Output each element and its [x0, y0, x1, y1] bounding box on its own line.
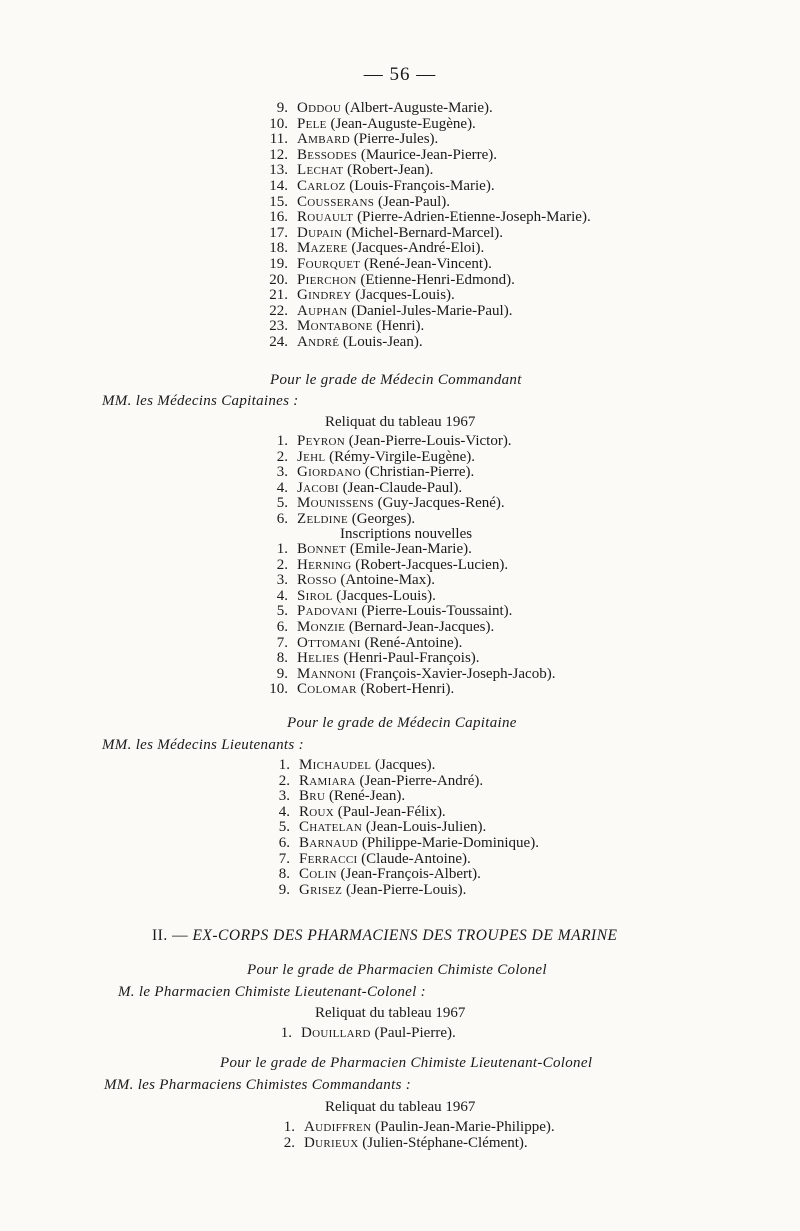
item-number: 10. — [269, 681, 288, 698]
item-surname: Mounissens — [297, 495, 374, 512]
item-number: 17. — [269, 224, 288, 241]
item-given-names: (Maurice-Jean-Pierre). — [360, 146, 498, 163]
item-surname: Colomar — [297, 681, 357, 698]
item-surname: Peyron — [297, 433, 346, 449]
list-item — [269, 115, 591, 133]
item-number: 9. — [276, 100, 288, 116]
item-given-names: (Jean-Pierre-André). — [359, 772, 484, 789]
list-item — [276, 541, 555, 558]
list-item — [269, 162, 591, 179]
list-item — [269, 318, 591, 335]
item-number: 9. — [278, 881, 290, 898]
reliquat-label-ltcol: Reliquat du tableau 1967 — [325, 1099, 476, 1115]
item-number: 10. — [269, 115, 288, 132]
item-surname: Montabone — [297, 318, 373, 335]
list-item — [278, 866, 539, 883]
list-item — [269, 193, 591, 211]
item-number: 2. — [283, 1134, 295, 1151]
item-given-names: (Louis-Jean). — [343, 333, 423, 350]
list-item — [269, 131, 591, 148]
item-surname: Colin — [299, 866, 337, 883]
item-surname: Fourquet — [297, 255, 361, 272]
pharmacien-colonel-list — [280, 1025, 456, 1042]
item-number: 12. — [269, 146, 288, 163]
grade-heading-medecin-commandant: Pour le grade de Médecin Commandant — [270, 372, 522, 388]
item-given-names: (Guy-Jacques-René). — [377, 495, 505, 512]
page-number: — 56 — — [363, 64, 437, 85]
item-number: 11. — [269, 131, 288, 148]
item-surname: Audiffren — [304, 1119, 372, 1135]
item-given-names: (Jean-Paul). — [377, 193, 451, 210]
item-given-names: (Paul-Jean-Félix). — [337, 803, 446, 820]
list-item — [269, 240, 591, 257]
list-item — [269, 271, 591, 289]
item-given-names: (Emile-Jean-Marie). — [349, 541, 472, 557]
item-given-names: (Jean-François-Albert). — [340, 866, 481, 883]
item-number: 8. — [276, 650, 288, 667]
candidates-pharmaciens-commandants: MM. les Pharmaciens Chimistes Commandants : — [104, 1077, 412, 1093]
pharmacien-lt-colonel-list — [283, 1119, 555, 1151]
item-number: 21. — [269, 287, 288, 304]
item-given-names: (Etienne-Henri-Edmond). — [360, 271, 515, 288]
item-given-names: (Bernard-Jean-Jacques). — [348, 618, 495, 635]
item-surname: Bessodes — [297, 146, 358, 163]
list-item — [269, 209, 591, 226]
item-number: 4. — [276, 479, 288, 496]
list-item — [276, 433, 512, 450]
reliquat-label: Reliquat du tableau 1967 — [325, 414, 476, 430]
item-number: 4. — [278, 803, 290, 820]
item-number: 3. — [278, 788, 290, 805]
item-surname: Carloz — [297, 177, 346, 194]
item-number: 2. — [276, 556, 288, 573]
list-item — [283, 1134, 555, 1152]
list-item — [269, 333, 591, 351]
list-item — [283, 1119, 555, 1136]
item-number: 2. — [278, 772, 290, 789]
item-number: 5. — [276, 603, 288, 620]
item-surname: André — [297, 333, 340, 350]
grade-heading-pharmacien-lt-colonel: Pour le grade de Pharmacien Chimiste Lieutenant-Colonel — [220, 1055, 593, 1071]
list-item — [278, 772, 539, 790]
item-given-names: (René-Jean-Vincent). — [364, 255, 492, 272]
item-given-names: (Jacques). — [375, 757, 436, 773]
item-surname: Rosso — [297, 572, 337, 589]
item-given-names: (Robert-Jacques-Lucien). — [355, 556, 509, 573]
item-given-names: (Paulin-Jean-Marie-Philippe). — [375, 1119, 555, 1135]
promotion-list-continued — [269, 100, 591, 351]
item-given-names: (Jean-Claude-Paul). — [342, 479, 463, 496]
item-surname: Roux — [299, 803, 335, 820]
item-surname: Mannoni — [297, 665, 356, 682]
item-given-names: (Jean-Pierre-Louis-Victor). — [348, 433, 512, 449]
item-given-names: (Jacques-Louis). — [336, 587, 436, 604]
item-given-names: (Jean-Auguste-Eugène). — [330, 115, 476, 132]
item-number: 9. — [276, 665, 288, 682]
item-number: 7. — [278, 850, 290, 867]
item-given-names: (Georges). — [351, 510, 416, 527]
item-given-names: (Pierre-Jules). — [353, 131, 439, 148]
item-given-names: (Robert-Henri). — [360, 681, 455, 698]
list-item — [278, 850, 539, 868]
section-ii-numeral: II. — — [152, 927, 189, 944]
item-given-names: (Pierre-Louis-Toussaint). — [361, 603, 513, 620]
item-surname: Douillard — [301, 1025, 371, 1041]
list-item — [276, 650, 555, 667]
item-given-names: (Henri). — [376, 318, 425, 335]
item-number: 6. — [276, 618, 288, 635]
item-surname: Jehl — [297, 448, 326, 465]
grade-heading-pharmacien-colonel: Pour le grade de Pharmacien Chimiste Colonel — [247, 962, 547, 978]
item-number: 6. — [276, 510, 288, 527]
candidates-medecins-capitaines: MM. les Médecins Capitaines : — [102, 393, 299, 409]
item-number: 15. — [269, 193, 288, 210]
candidate-pharmacien-lt-colonel: M. le Pharmacien Chimiste Lieutenant-Colonel : — [118, 984, 426, 1000]
item-number: 3. — [276, 464, 288, 481]
item-number: 16. — [269, 209, 288, 226]
item-surname: Bonnet — [297, 541, 347, 557]
list-item — [280, 1025, 456, 1042]
list-item — [278, 834, 539, 852]
medecin-commandant-new-list — [269, 541, 556, 698]
item-number: 14. — [269, 177, 288, 194]
list-item — [276, 464, 512, 481]
list-item — [269, 681, 555, 698]
medecin-capitaine-list — [278, 757, 539, 898]
list-item — [278, 881, 539, 899]
item-given-names: (Rémy-Virgile-Eugène). — [329, 448, 476, 465]
item-number: 1. — [276, 541, 288, 557]
list-item — [276, 556, 555, 574]
item-surname: Barnaud — [299, 834, 359, 851]
item-surname: Grisez — [299, 881, 343, 898]
item-given-names: (Daniel-Jules-Marie-Paul). — [351, 302, 513, 319]
item-surname: Gindrey — [297, 287, 352, 304]
item-given-names: (Claude-Antoine). — [361, 850, 471, 867]
list-item — [276, 100, 591, 117]
item-surname: Sirol — [297, 587, 333, 604]
item-number: 3. — [276, 572, 288, 589]
item-surname: Padovani — [297, 603, 358, 620]
item-given-names: (Jean-Pierre-Louis). — [345, 881, 467, 898]
item-number: 23. — [269, 318, 288, 335]
item-number: 7. — [276, 634, 288, 651]
section-ii-heading: EX-CORPS DES PHARMACIENS DES TROUPES DE MARINE — [192, 927, 618, 944]
item-number: 20. — [269, 271, 288, 288]
item-surname: Monzie — [297, 618, 346, 635]
item-surname: Giordano — [297, 464, 361, 481]
item-surname: Ottomani — [297, 634, 361, 651]
item-surname: Ramiara — [299, 772, 356, 789]
item-surname: Chatelan — [299, 819, 363, 836]
item-given-names: (Paul-Pierre). — [374, 1025, 456, 1041]
item-given-names: (René-Antoine). — [364, 634, 463, 651]
list-item — [276, 572, 555, 589]
reliquat-label-col: Reliquat du tableau 1967 — [315, 1005, 466, 1021]
item-surname: Oddou — [297, 100, 342, 116]
list-item — [278, 803, 539, 821]
item-given-names: (Robert-Jean). — [347, 162, 434, 179]
item-given-names: (François-Xavier-Joseph-Jacob). — [359, 665, 556, 682]
list-item — [276, 665, 556, 683]
item-number: 19. — [269, 255, 288, 272]
item-surname: Mazere — [297, 240, 348, 257]
item-given-names: (Albert-Auguste-Marie). — [344, 100, 493, 116]
item-given-names: (Jacques-André-Eloi). — [351, 240, 485, 257]
item-number: 22. — [269, 302, 288, 319]
item-surname: Dupain — [297, 224, 343, 241]
list-item — [276, 479, 512, 497]
item-surname: Auphan — [297, 302, 348, 319]
item-given-names: (René-Jean). — [328, 788, 406, 805]
item-given-names: (Henri-Paul-François). — [343, 650, 480, 667]
item-surname: Michaudel — [299, 757, 372, 773]
item-surname: Ferracci — [299, 850, 358, 867]
list-item — [278, 788, 539, 805]
item-number: 13. — [269, 162, 288, 179]
item-number: 18. — [269, 240, 288, 257]
item-given-names: (Jacques-Louis). — [355, 287, 455, 304]
list-item — [278, 819, 539, 836]
item-number: 1. — [283, 1119, 295, 1135]
item-number: 1. — [276, 433, 288, 449]
list-item — [269, 146, 591, 164]
list-item — [278, 757, 539, 774]
list-item — [269, 302, 591, 320]
list-item — [276, 448, 512, 466]
section-ii-title — [152, 927, 618, 945]
item-surname: Cousserans — [297, 193, 375, 210]
item-number: 5. — [276, 495, 288, 512]
item-number: 1. — [280, 1025, 292, 1041]
item-surname: Rouault — [297, 209, 354, 226]
list-item — [269, 177, 591, 195]
list-item — [276, 587, 555, 605]
item-number: 4. — [276, 587, 288, 604]
item-given-names: (Michel-Bernard-Marcel). — [346, 224, 504, 241]
item-given-names: (Antoine-Max). — [340, 572, 435, 589]
item-surname: Jacobi — [297, 479, 339, 496]
list-item — [276, 495, 512, 512]
list-item — [276, 603, 555, 620]
item-number: 8. — [278, 866, 290, 883]
item-surname: Helies — [297, 650, 340, 667]
item-number: 6. — [278, 834, 290, 851]
list-item — [269, 255, 591, 273]
item-given-names: (Louis-François-Marie). — [349, 177, 495, 194]
inscriptions-label: Inscriptions nouvelles — [340, 526, 473, 542]
medecin-commandant-reliquat-list — [276, 433, 512, 528]
list-item — [269, 287, 591, 304]
list-item — [276, 634, 555, 652]
item-number: 1. — [278, 757, 290, 773]
list-item — [269, 224, 591, 242]
item-given-names: (Pierre-Adrien-Etienne-Joseph-Marie). — [357, 209, 591, 226]
item-surname: Lechat — [297, 162, 344, 179]
grade-heading-medecin-capitaine: Pour le grade de Médecin Capitaine — [287, 715, 517, 731]
item-surname: Zeldine — [297, 510, 348, 527]
item-surname: Durieux — [304, 1134, 359, 1151]
candidates-medecins-lieutenants: MM. les Médecins Lieutenants : — [102, 737, 304, 753]
item-number: 2. — [276, 448, 288, 465]
item-given-names: (Philippe-Marie-Dominique). — [361, 834, 539, 851]
item-given-names: (Jean-Louis-Julien). — [365, 819, 487, 836]
item-surname: Herning — [297, 556, 352, 573]
item-number: 24. — [269, 333, 288, 350]
item-given-names: (Julien-Stéphane-Clément). — [362, 1134, 528, 1151]
item-surname: Pele — [297, 115, 327, 132]
item-number: 5. — [278, 819, 290, 836]
list-item — [276, 618, 555, 636]
item-surname: Ambard — [297, 131, 350, 148]
item-surname: Bru — [299, 788, 326, 805]
item-surname: Pierchon — [297, 271, 357, 288]
item-given-names: (Christian-Pierre). — [364, 464, 475, 481]
